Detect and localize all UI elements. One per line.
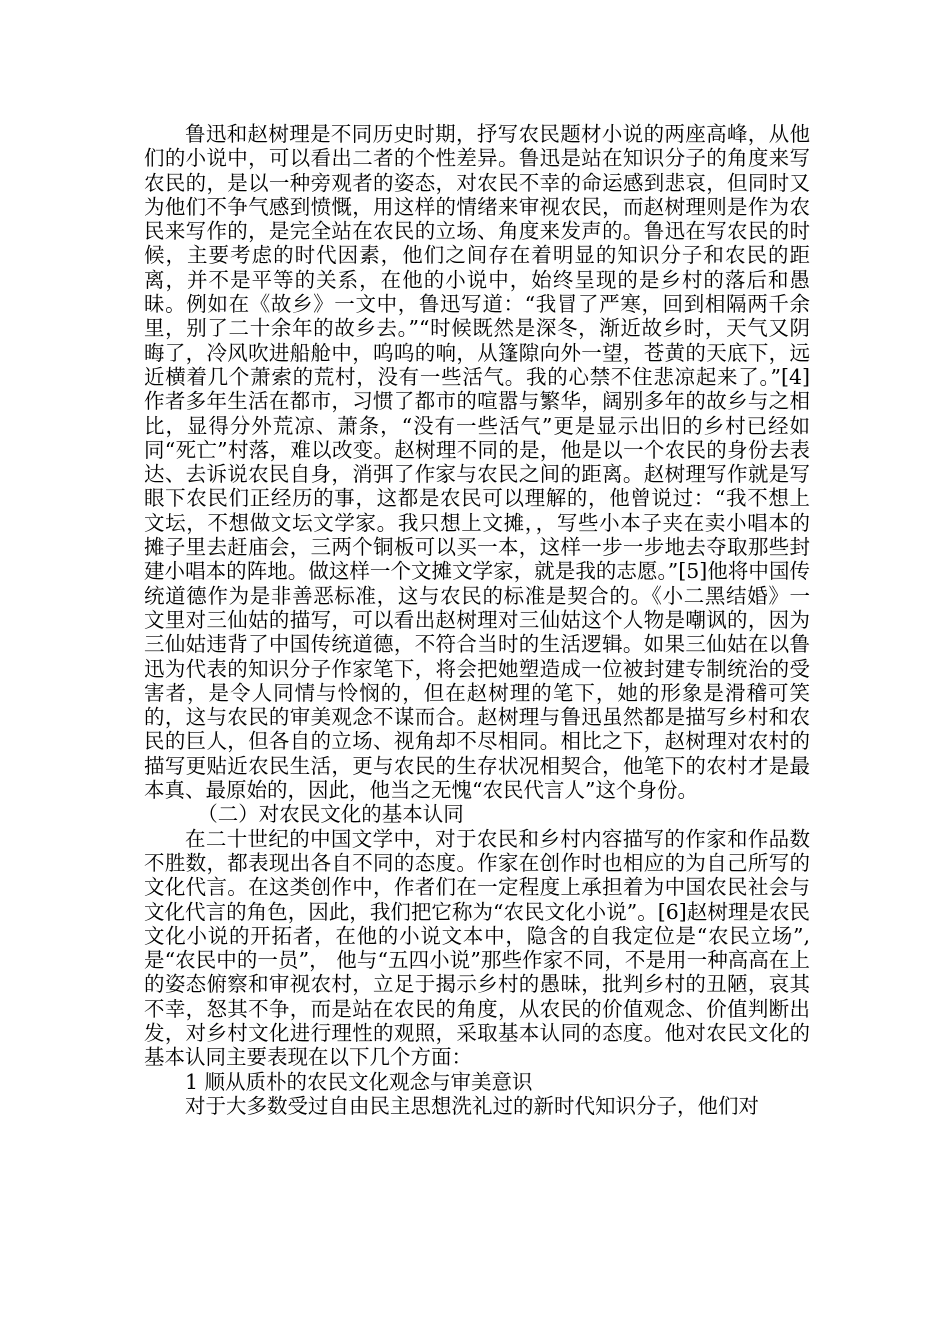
body-paragraph-3: 对于大多数受过自由民主思想洗礼过的新时代知识分子，他们对: [185, 1093, 759, 1118]
subsection-heading-1: 1 顺从质朴的农民文化观念与审美意识: [185, 1069, 533, 1094]
body-paragraph-2: 在二十世纪的中国文学中，对于农民和乡村内容描写的作家和作品数不胜数，都表现出各自不同的态度。作家在创作时也相应的为自己所写的文化代言。在这类创作中，作者们在一定程度上承担着为中国农民社会与文化代言的角色，因此，我们把它称为“农民文化小说”。[6]赵树理是农民文化小说的开拓者，在他的小说文本中，隐含的自我定位是“农民立场”,是“农民中的一员”， 他与“五四小说”那些作家不同，不是用一种高高在上的姿态俯察和审视农村，立足于揭示乡村的愚昧，批判乡村的丑陋，哀其不幸，怒其不争，而是站在农民的角度，从农民的价值观念、价值判断出发，对乡村文化进行理性的观照，采取基本认同的态度。他对农民文化的基本认同主要表现在以下几个方面：: [144, 826, 810, 1070]
section-heading-2: （二）对农民文化的基本认同: [197, 802, 464, 827]
document-page: [144, 122, 810, 1118]
body-paragraph-1: 鲁迅和赵树理是不同历史时期，抒写农民题材小说的两座高峰，从他们的小说中，可以看出二者的个性差异。鲁迅是站在知识分子的角度来写农民的，是以一种旁观者的姿态，对农民不幸的命运感到悲哀，但同时又为他们不争气感到愤慨，用这样的情绪来审视农民，而赵树理则是作为农民来写作的，是完全站在农民的立场、角度来发声的。鲁迅在写农民的时候，主要考虑的时代因素，他们之间存在着明显的知识分子和农民的距离，并不是平等的关系，在他的小说中，始终呈现的是乡村的落后和愚昧。例如在《故乡》一文中，鲁迅写道：“我冒了严寒，回到相隔两千余里，别了二十余年的故乡去。”“时候既然是深冬，渐近故乡时，天气又阴晦了，冷风吹进船舱中，呜呜的响，从篷隙向外一望，苍黄的天底下，远近横着几个萧索的荒村，没有一些活气。我的心禁不住悲凉起来了。”[4] 作者多年生活在都市，习惯了都市的喧嚣与繁华，阔别多年的故乡与之相比，显得分外荒凉、萧条，“没有一些活气”更是显示出旧的乡村已经如同“死亡”村落，难以改变。赵树理不同的是，他是以一个农民的身份去表达、去诉说农民自身，消弭了作家与农民之间的距离。赵树理写作就是写眼下农民们正经历的事，这都是农民可以理解的，他曾说过：“我不想上文坛，不想做文坛文学家。我只想上文摊，，写些小本子夹在卖小唱本的摊子里去赶庙会，三两个铜板可以买一本，这样一步一步地去夺取那些封建小唱本的阵地。做这样一个文摊文学家，就是我的志愿。”[5]他将中国传统道德作为是非善恶标准，这与农民的标准是契合的。《小二黑结婚》一文里对三仙姑的描写，可以看出赵树理对三仙姑这个人物是嘲讽的，因为三仙姑违背了中国传统道德，不符合当时的生活逻辑。如果三仙姑在以鲁迅为代表的知识分子作家笔下，将会把她塑造成一位被封建专制统治的受害者，是令人同情与怜悯的，但在赵树理的笔下，她的形象是滑稽可笑的，这与农民的审美观念不谋而合。赵树理与鲁迅虽然都是描写乡村和农民的巨人，但各自的立场、视角却不尽相同。相比之下，赵树理对农村的描写更贴近农民生活，更与农民的生存状况相契合，他笔下的农村才是最本真、最原始的，因此，他当之无愧“农民代言人”这个身份。: [144, 122, 810, 803]
